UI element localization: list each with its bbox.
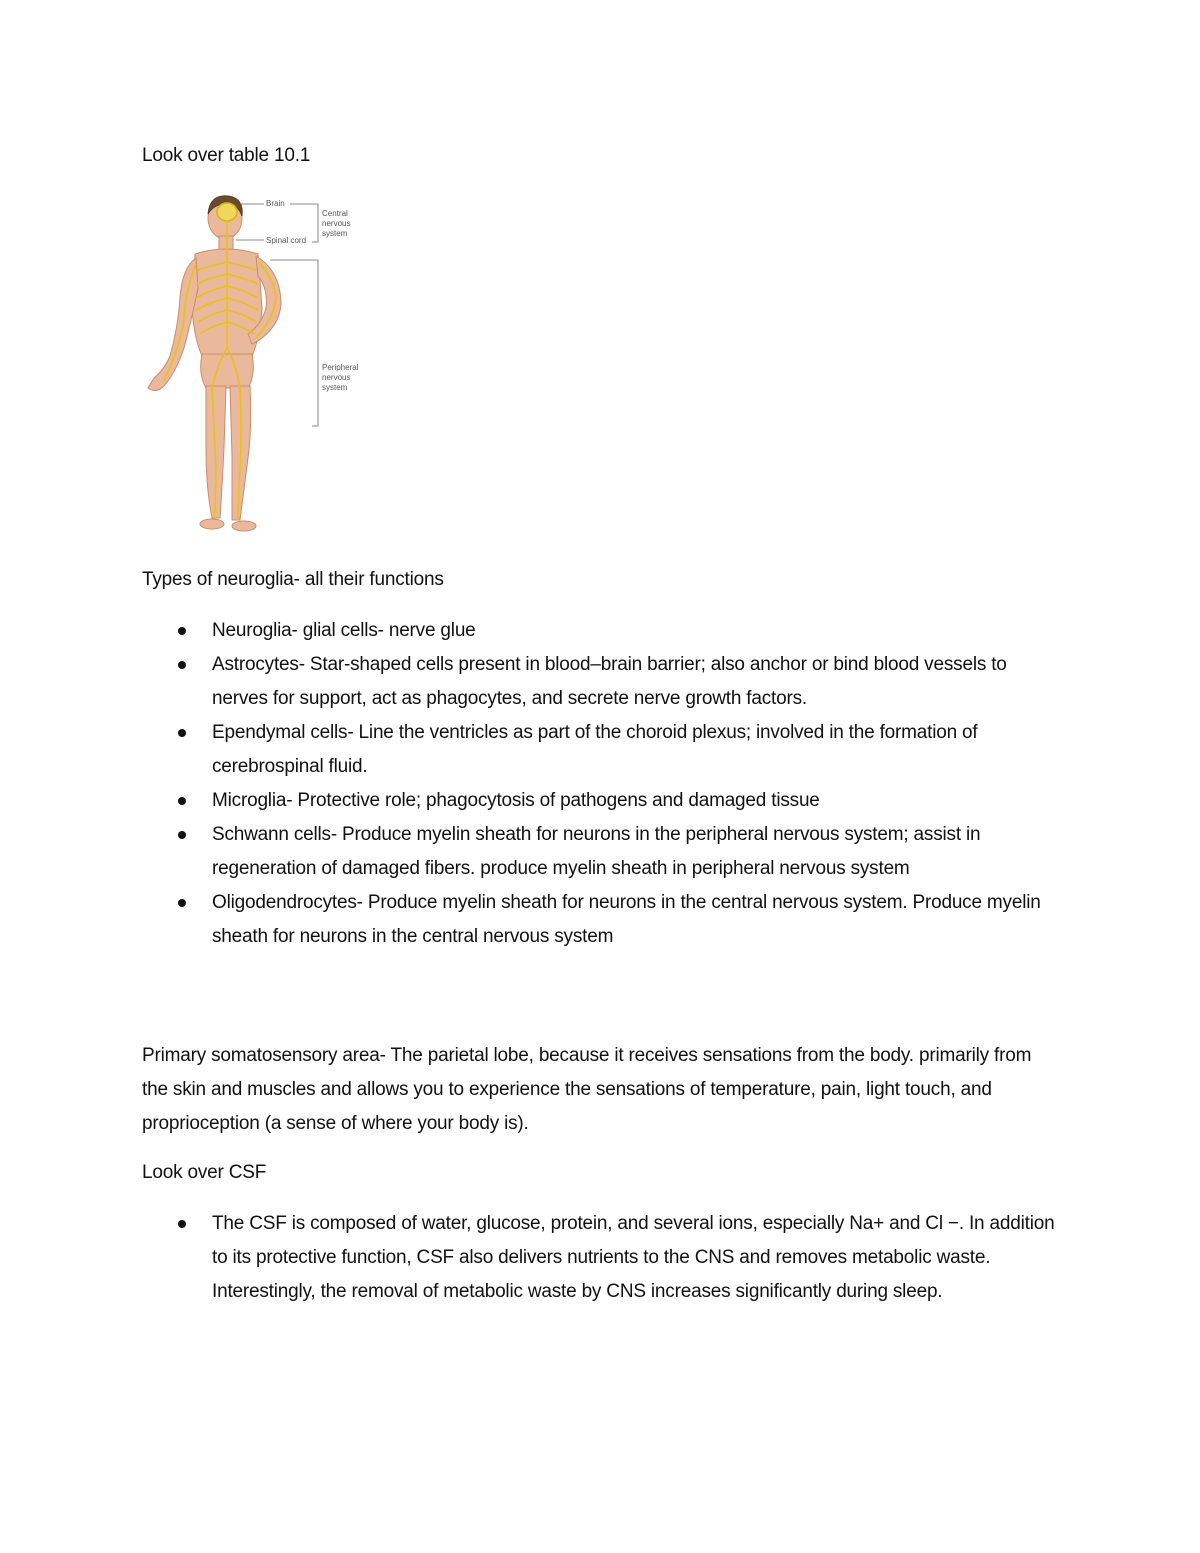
list-item: Neuroglia- glial cells- nerve glue — [142, 614, 1062, 648]
label-pns-1: Peripheral — [322, 363, 359, 372]
body-silhouette — [148, 196, 281, 531]
bullet-icon — [178, 729, 186, 737]
label-spinal-cord: Spinal cord — [266, 236, 307, 245]
bullet-icon — [178, 661, 186, 669]
list-item: Ependymal cells- Line the ventricles as part of the choroid plexus; involved in the formation of cerebrospinal fluid. — [142, 716, 1062, 784]
bullet-icon — [178, 899, 186, 907]
nervous-system-figure — [140, 188, 370, 548]
heading-table: Look over table 10.1 — [142, 145, 311, 166]
label-cns-1: Central — [322, 209, 348, 218]
list-item: Astrocytes- Star-shaped cells present in blood–brain barrier; also anchor or bind blood vessels to nerves for support, act as phagocytes, and secrete nerve growth factors. — [142, 648, 1062, 716]
label-cns-3: system — [322, 229, 348, 238]
label-pns-3: system — [322, 383, 348, 392]
bullet-icon — [178, 831, 186, 839]
bullet-icon — [178, 627, 186, 635]
bullet-icon — [178, 797, 186, 805]
label-pns-2: nervous — [322, 373, 351, 382]
list-item: The CSF is composed of water, glucose, protein, and several ions, especially Na+ and Cl −. In addition to its protective function, CSF also delivers nutrients to the CNS and removes metabolic waste. Interestingly, the removal of metabolic waste by CNS increases significantly during sleep. — [142, 1207, 1062, 1309]
list-item: Oligodendrocytes- Produce myelin sheath for neurons in the central nervous system. Produce myelin sheath for neurons in the central nervous system — [142, 886, 1062, 954]
heading-neuroglia: Types of neuroglia- all their functions — [142, 569, 444, 590]
somatosensory-paragraph: Primary somatosensory area- The parietal lobe, because it receives sensations from the body. primarily from the skin and muscles and allows you to experience the sensations of temperature, pain, light touch, and proprioception (a sense of where your body is). — [142, 1045, 1032, 1134]
label-cns-2: nervous — [322, 219, 351, 228]
neuroglia-list — [142, 614, 1062, 954]
bullet-icon — [178, 1220, 186, 1228]
list-item: Schwann cells- Produce myelin sheath for neurons in the peripheral nervous system; assist in regeneration of damaged fibers. produce myelin sheath in peripheral nervous system — [142, 818, 1062, 886]
csf-list — [142, 1207, 1062, 1309]
label-brain: Brain — [266, 199, 285, 208]
list-item: Microglia- Protective role; phagocytosis of pathogens and damaged tissue — [142, 784, 1062, 818]
heading-csf: Look over CSF — [142, 1162, 267, 1183]
